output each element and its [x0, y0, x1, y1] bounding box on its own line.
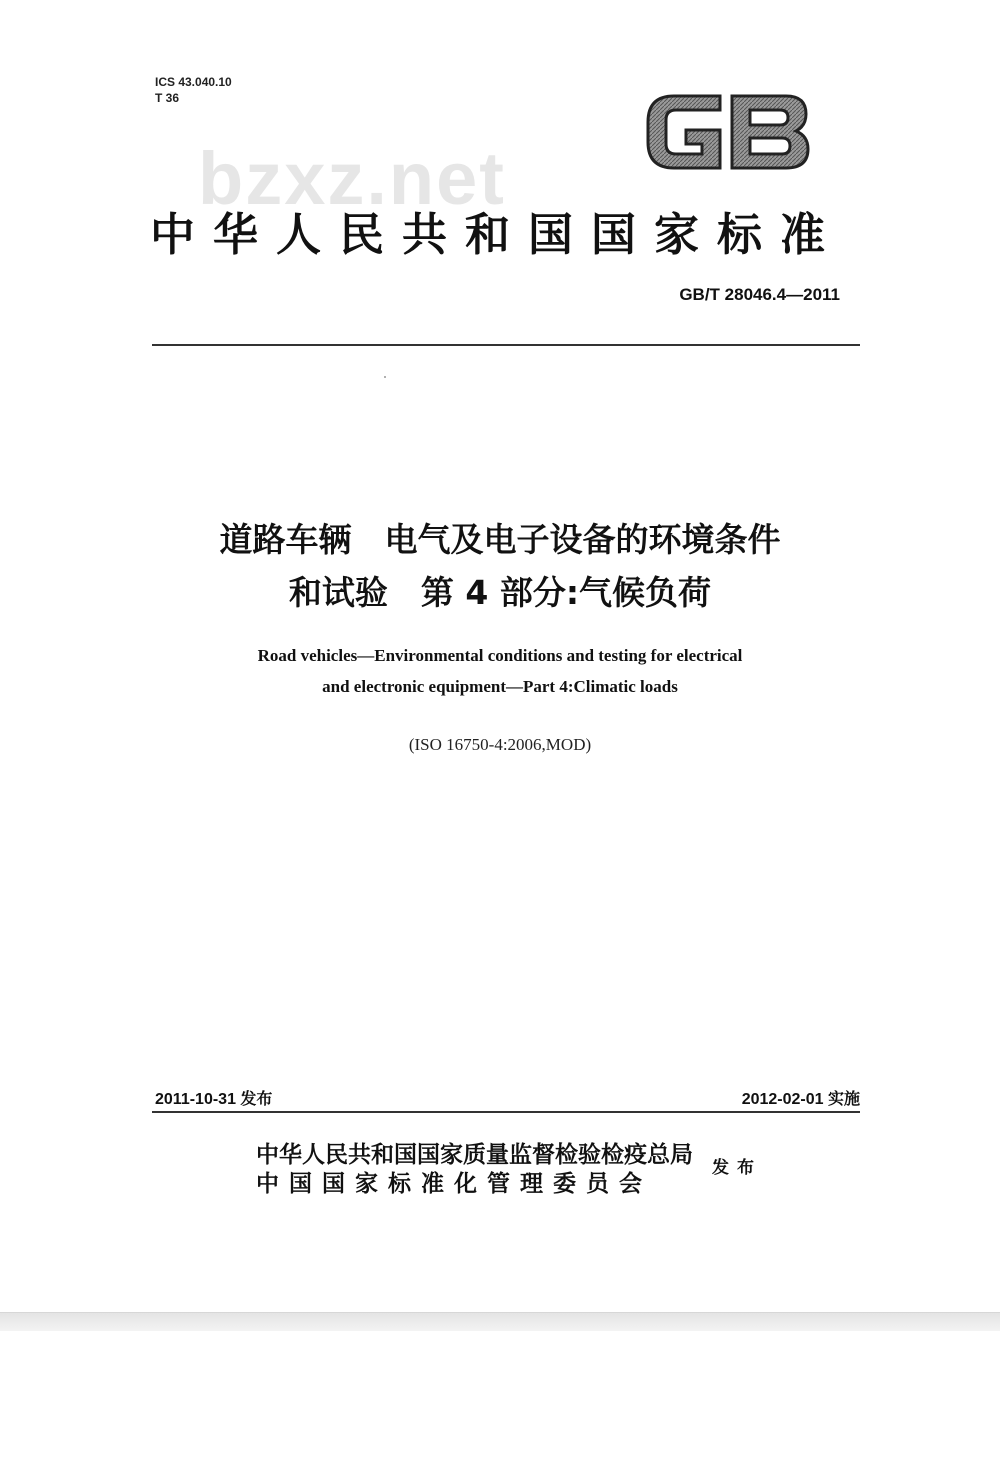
footer-divider [152, 1111, 860, 1113]
logo-letter-g [648, 96, 720, 168]
page-separator [0, 1312, 1000, 1331]
gb-logo [640, 86, 815, 176]
english-title-line-1: Road vehicles—Environmental conditions and testing for electrical [257, 646, 743, 665]
issuer-line-2: 中国国家标准化管理委员会 [256, 1170, 652, 1197]
chinese-title-line-2: 和试验 第 4 部分:气候负荷 [288, 573, 712, 612]
logo-letter-b [732, 96, 808, 168]
watermark: bzxz.net [198, 137, 506, 220]
issuer-line-1: 中华人民共和国国家质量监督检验检疫总局 [256, 1141, 693, 1168]
classification-codes [155, 74, 232, 106]
scan-speck [384, 376, 386, 378]
national-standard-title: 中华人民共和国国家标准 [150, 208, 844, 261]
ccs-code: T 36 [155, 91, 180, 105]
iso-reference: (ISO 16750-4:2006,MOD) [408, 735, 592, 754]
chinese-title-line-1: 道路车辆 电气及电子设备的环境条件 [219, 520, 781, 559]
publish-label: 发布 [712, 1158, 762, 1178]
issue-date: 2011-10-31 发布 [155, 1091, 273, 1108]
implementation-date: 2012-02-01 实施 [741, 1091, 860, 1108]
english-title-line-2: and electronic equipment—Part 4:Climatic loads [322, 677, 678, 696]
ics-code: ICS 43.040.10 [155, 75, 232, 89]
standard-number: GB/T 28046.4—2011 [679, 285, 840, 304]
header-divider [152, 344, 860, 346]
